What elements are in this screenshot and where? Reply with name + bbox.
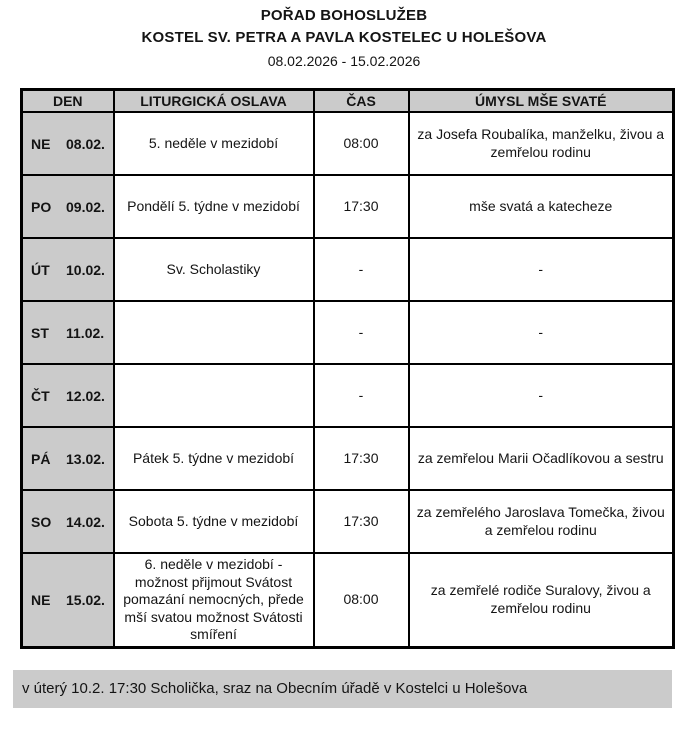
col-header-day: DEN xyxy=(22,90,114,113)
celebration-cell: Sobota 5. týdne v mezidobí xyxy=(114,490,314,553)
col-header-celebration: LITURGICKÁ OSLAVA xyxy=(114,90,314,113)
intention-cell: za zemřelého Jaroslava Tomečka, živou a zemřelou rodinu xyxy=(409,490,674,553)
day-cell xyxy=(22,364,114,427)
day-date: 13.02. xyxy=(66,450,105,467)
table-row xyxy=(22,364,674,427)
footer-note: v úterý 10.2. 17:30 Scholička, sraz na Obecním úřadě v Kostelci u Holešova xyxy=(22,680,528,697)
intention-cell: - xyxy=(409,238,674,301)
day-date: 11.02. xyxy=(66,324,105,341)
day-abbr: SO xyxy=(31,513,52,530)
intention-cell: - xyxy=(409,364,674,427)
celebration-cell: Pondělí 5. týdne v mezidobí xyxy=(114,175,314,238)
footer-note-bar xyxy=(13,670,672,708)
intention-cell: za zemřelou Marii Očadlíkovou a sestru xyxy=(409,427,674,490)
day-abbr: PÁ xyxy=(31,450,51,467)
day-abbr: ST xyxy=(31,324,49,341)
intention-cell: za zemřelé rodiče Suralovy, živou a zemřelou rodinu xyxy=(409,553,674,647)
time-cell: 08:00 xyxy=(314,112,409,175)
celebration-cell: Sv. Scholastiky xyxy=(114,238,314,301)
table-body xyxy=(22,112,674,647)
table-row xyxy=(22,238,674,301)
day-abbr: PO xyxy=(31,198,52,215)
intention-cell: - xyxy=(409,301,674,364)
day-date: 10.02. xyxy=(66,261,105,278)
time-cell: 17:30 xyxy=(314,427,409,490)
col-header-intention: ÚMYSL MŠE SVATÉ xyxy=(409,90,674,113)
day-cell xyxy=(22,427,114,490)
time-cell: - xyxy=(314,301,409,364)
day-date: 12.02. xyxy=(66,387,105,404)
celebration-cell: Pátek 5. týdne v mezidobí xyxy=(114,427,314,490)
time-cell: - xyxy=(314,238,409,301)
document-header xyxy=(0,0,688,69)
day-abbr: NE xyxy=(31,591,51,608)
table-header-row xyxy=(22,90,674,113)
col-header-time: ČAS xyxy=(314,90,409,113)
day-date: 15.02. xyxy=(66,591,105,608)
day-date: 14.02. xyxy=(66,513,105,530)
day-abbr: ÚT xyxy=(31,261,50,278)
day-cell xyxy=(22,112,114,175)
day-cell xyxy=(22,175,114,238)
church-name: KOSTEL SV. PETRA A PAVLA KOSTELEC U HOLEŠOVA xyxy=(141,29,547,46)
day-cell xyxy=(22,238,114,301)
time-cell: 17:30 xyxy=(314,490,409,553)
celebration-cell xyxy=(114,301,314,364)
table-row xyxy=(22,490,674,553)
day-cell xyxy=(22,301,114,364)
table-row xyxy=(22,175,674,238)
day-abbr: ČT xyxy=(31,387,50,404)
table-row xyxy=(22,427,674,490)
celebration-cell xyxy=(114,364,314,427)
day-date: 08.02. xyxy=(66,135,105,152)
day-date: 09.02. xyxy=(66,198,105,215)
celebration-cell: 5. neděle v mezidobí xyxy=(114,112,314,175)
time-cell: 17:30 xyxy=(314,175,409,238)
day-cell xyxy=(22,490,114,553)
time-cell: 08:00 xyxy=(314,553,409,647)
table-row xyxy=(22,553,674,647)
table-row xyxy=(22,301,674,364)
intention-cell: za Josefa Roubalíka, manželku, živou a zemřelou rodinu xyxy=(409,112,674,175)
intention-cell: mše svatá a katecheze xyxy=(409,175,674,238)
celebration-cell: 6. neděle v mezidobí - možnost přijmout Svátost pomazání nemocných, přede mší svatou možnost Svátosti smíření xyxy=(114,553,314,647)
table-row xyxy=(22,112,674,175)
page-title: POŘAD BOHOSLUŽEB xyxy=(260,7,428,24)
date-range: 08.02.2026 - 15.02.2026 xyxy=(267,53,421,69)
day-cell xyxy=(22,553,114,647)
time-cell: - xyxy=(314,364,409,427)
schedule-table xyxy=(20,88,675,649)
day-abbr: NE xyxy=(31,135,51,152)
